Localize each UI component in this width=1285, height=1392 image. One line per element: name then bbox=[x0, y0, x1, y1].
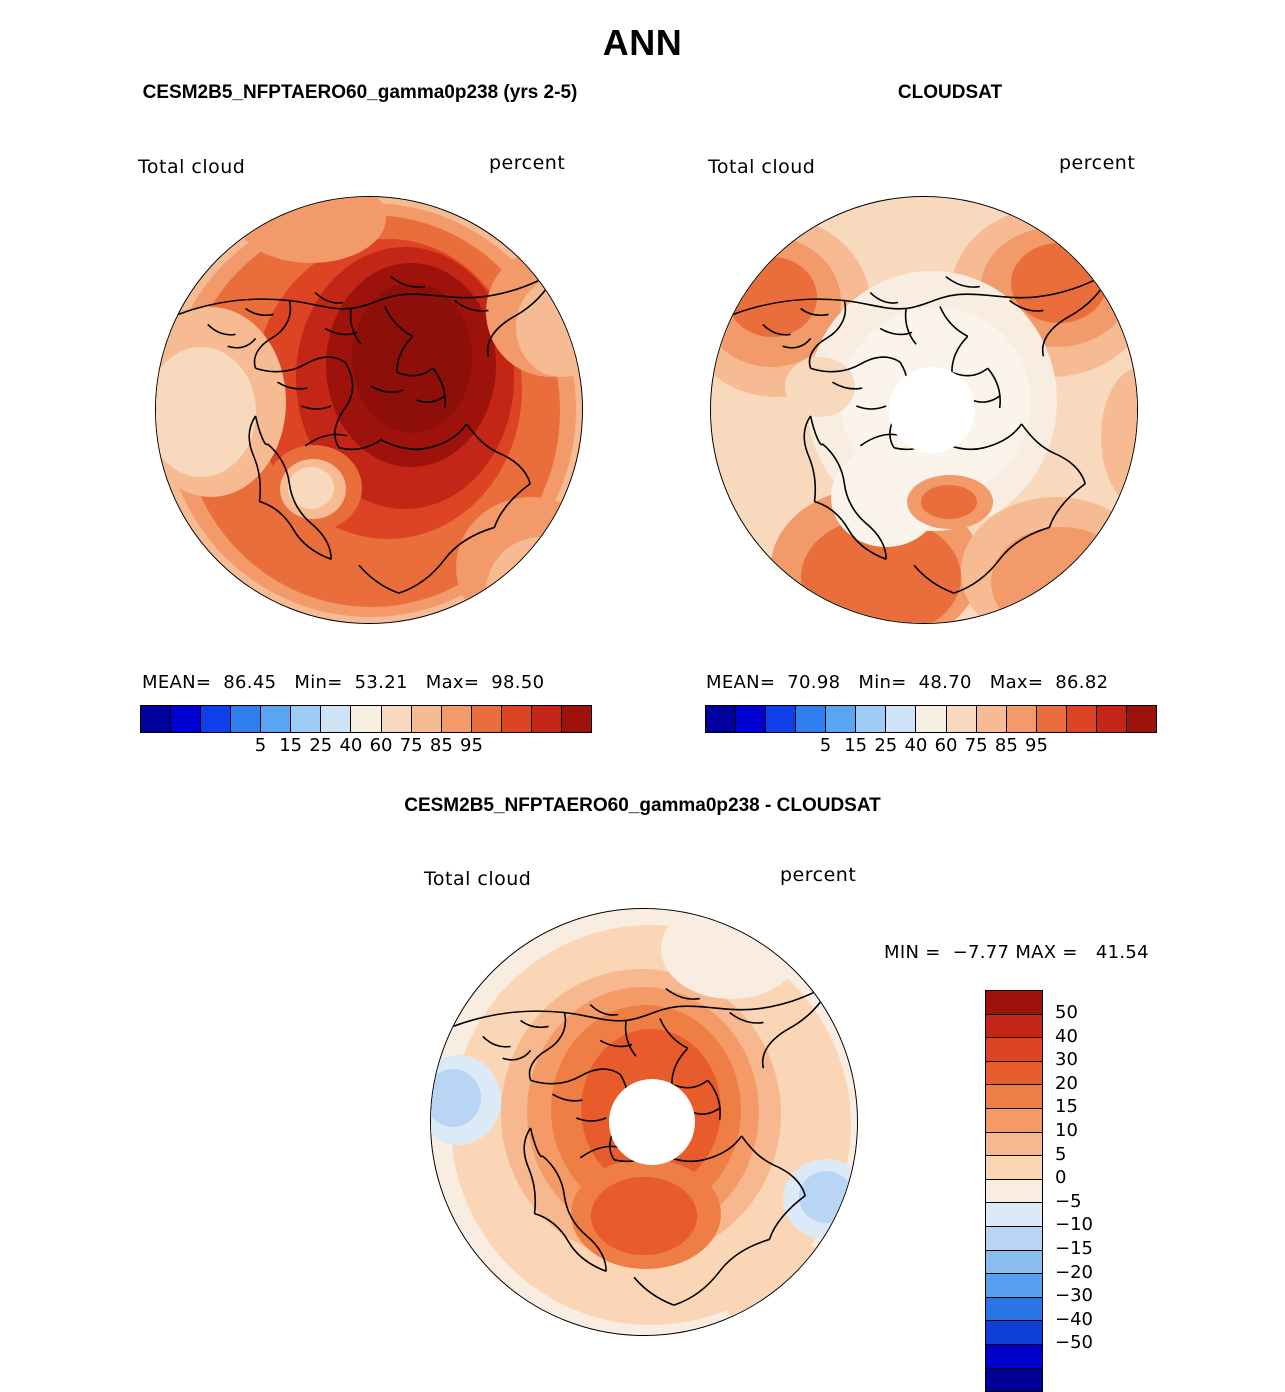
colorbar-swatch bbox=[442, 706, 472, 732]
colorbar-swatch bbox=[916, 706, 946, 732]
colorbar-tick-label: 10 bbox=[1055, 1119, 1078, 1141]
diff-units-label: percent bbox=[780, 864, 857, 886]
colorbar-swatch bbox=[977, 706, 1007, 732]
colorbar-tick-label: 25 bbox=[874, 735, 898, 756]
diff-stats: MIN = −7.77 MAX = 41.54 bbox=[884, 942, 1149, 963]
colorbar-swatch bbox=[796, 706, 826, 732]
colorbar-tick-label: 95 bbox=[460, 735, 483, 756]
colorbar-tick-label: 5 bbox=[1055, 1143, 1067, 1165]
right-variable-label: Total cloud bbox=[708, 156, 816, 178]
left-variable-label: Total cloud bbox=[138, 156, 246, 178]
colorbar-swatch bbox=[986, 1298, 1042, 1322]
colorbar-swatch bbox=[201, 706, 231, 732]
colorbar-swatch bbox=[986, 1369, 1042, 1392]
left-panel-title: CESM2B5_NFPTAERO60_gamma0p238 (yrs 2-5) bbox=[142, 82, 578, 103]
colorbar-swatch bbox=[986, 1203, 1042, 1227]
colorbar-swatch bbox=[291, 706, 321, 732]
colorbar-swatch bbox=[986, 1345, 1042, 1369]
colorbar-swatch bbox=[532, 706, 562, 732]
right-stats: MEAN= 70.98 Min= 48.70 Max= 86.82 bbox=[706, 672, 1109, 693]
colorbar-swatch bbox=[986, 1227, 1042, 1251]
colorbar-tick-label: 15 bbox=[1055, 1096, 1078, 1118]
colorbar-swatch bbox=[947, 706, 977, 732]
left-colorbar-ticks bbox=[140, 735, 590, 759]
colorbar-swatch bbox=[986, 1274, 1042, 1298]
colorbar-swatch bbox=[1127, 706, 1156, 732]
colorbar-swatch bbox=[826, 706, 856, 732]
right-colorbar-ticks bbox=[705, 735, 1155, 759]
colorbar-swatch bbox=[986, 1062, 1042, 1086]
right-pole-hole bbox=[889, 367, 975, 453]
colorbar-swatch bbox=[986, 991, 1042, 1015]
diff-panel-title: CESM2B5_NFPTAERO60_gamma0p238 - CLOUDSAT bbox=[404, 795, 881, 816]
colorbar-tick-label: −20 bbox=[1055, 1261, 1093, 1283]
right-panel-title: CLOUDSAT bbox=[897, 82, 1003, 103]
colorbar-tick-label: 0 bbox=[1055, 1167, 1067, 1189]
colorbar-tick-label: −15 bbox=[1055, 1237, 1093, 1259]
colorbar-swatch bbox=[706, 706, 736, 732]
colorbar-swatch bbox=[986, 1156, 1042, 1180]
diff-colorbar-ticks bbox=[1055, 1001, 1093, 1355]
colorbar-swatch bbox=[986, 1321, 1042, 1345]
right-map-disk bbox=[710, 196, 1138, 624]
left-colorbar bbox=[140, 705, 592, 733]
colorbar-swatch bbox=[351, 706, 381, 732]
colorbar-tick-label: 15 bbox=[844, 735, 868, 756]
right-units-label: percent bbox=[1059, 152, 1136, 174]
colorbar-swatch bbox=[1067, 706, 1097, 732]
colorbar-tick-label: 60 bbox=[934, 735, 958, 756]
colorbar-swatch bbox=[986, 1133, 1042, 1157]
colorbar-tick-label: 75 bbox=[399, 735, 423, 756]
colorbar-tick-label: 30 bbox=[1055, 1049, 1078, 1071]
diff-map-disk bbox=[430, 908, 858, 1336]
colorbar-swatch bbox=[412, 706, 442, 732]
colorbar-tick-label: −50 bbox=[1055, 1332, 1093, 1354]
colorbar-tick-label: 40 bbox=[1055, 1025, 1078, 1047]
diff-colorbar bbox=[985, 990, 1043, 1392]
colorbar-swatch bbox=[986, 1085, 1042, 1109]
colorbar-tick-label: 85 bbox=[429, 735, 453, 756]
colorbar-swatch bbox=[986, 1180, 1042, 1204]
colorbar-swatch bbox=[141, 706, 171, 732]
diff-pole-hole bbox=[609, 1079, 695, 1165]
colorbar-swatch bbox=[986, 1109, 1042, 1133]
colorbar-swatch bbox=[1037, 706, 1067, 732]
colorbar-swatch bbox=[562, 706, 591, 732]
colorbar-swatch bbox=[856, 706, 886, 732]
colorbar-swatch bbox=[261, 706, 291, 732]
colorbar-tick-label: −30 bbox=[1055, 1285, 1093, 1307]
colorbar-tick-label: 75 bbox=[964, 735, 988, 756]
colorbar-tick-label: 20 bbox=[1055, 1072, 1078, 1094]
colorbar-tick-label: 40 bbox=[904, 735, 928, 756]
left-map-disk bbox=[155, 196, 583, 624]
colorbar-tick-label: 50 bbox=[1055, 1002, 1078, 1023]
colorbar-swatch bbox=[986, 1038, 1042, 1062]
diff-variable-label: Total cloud bbox=[424, 868, 532, 890]
colorbar-swatch bbox=[986, 1015, 1042, 1039]
colorbar-swatch bbox=[736, 706, 766, 732]
colorbar-tick-label: −10 bbox=[1055, 1214, 1093, 1236]
colorbar-swatch bbox=[382, 706, 412, 732]
colorbar-tick-label: 25 bbox=[309, 735, 333, 756]
colorbar-swatch bbox=[986, 1251, 1042, 1275]
colorbar-swatch bbox=[472, 706, 502, 732]
colorbar-swatch bbox=[171, 706, 201, 732]
colorbar-tick-label: 5 bbox=[254, 735, 267, 756]
left-units-label: percent bbox=[489, 152, 566, 174]
left-stats: MEAN= 86.45 Min= 53.21 Max= 98.50 bbox=[142, 672, 545, 693]
colorbar-tick-label: 95 bbox=[1025, 735, 1048, 756]
colorbar-tick-label: 40 bbox=[339, 735, 363, 756]
colorbar-tick-label: −5 bbox=[1055, 1190, 1082, 1212]
colorbar-swatch bbox=[766, 706, 796, 732]
colorbar-tick-label: 5 bbox=[819, 735, 832, 756]
colorbar-tick-label: −40 bbox=[1055, 1308, 1093, 1330]
colorbar-tick-label: 60 bbox=[369, 735, 393, 756]
colorbar-tick-label: 85 bbox=[994, 735, 1018, 756]
colorbar-swatch bbox=[502, 706, 532, 732]
colorbar-swatch bbox=[886, 706, 916, 732]
page-title: ANN bbox=[602, 22, 683, 63]
colorbar-swatch bbox=[321, 706, 351, 732]
colorbar-swatch bbox=[1007, 706, 1037, 732]
right-colorbar bbox=[705, 705, 1157, 733]
colorbar-tick-label: 15 bbox=[279, 735, 303, 756]
colorbar-swatch bbox=[231, 706, 261, 732]
left-coastlines bbox=[156, 197, 582, 623]
colorbar-swatch bbox=[1097, 706, 1127, 732]
